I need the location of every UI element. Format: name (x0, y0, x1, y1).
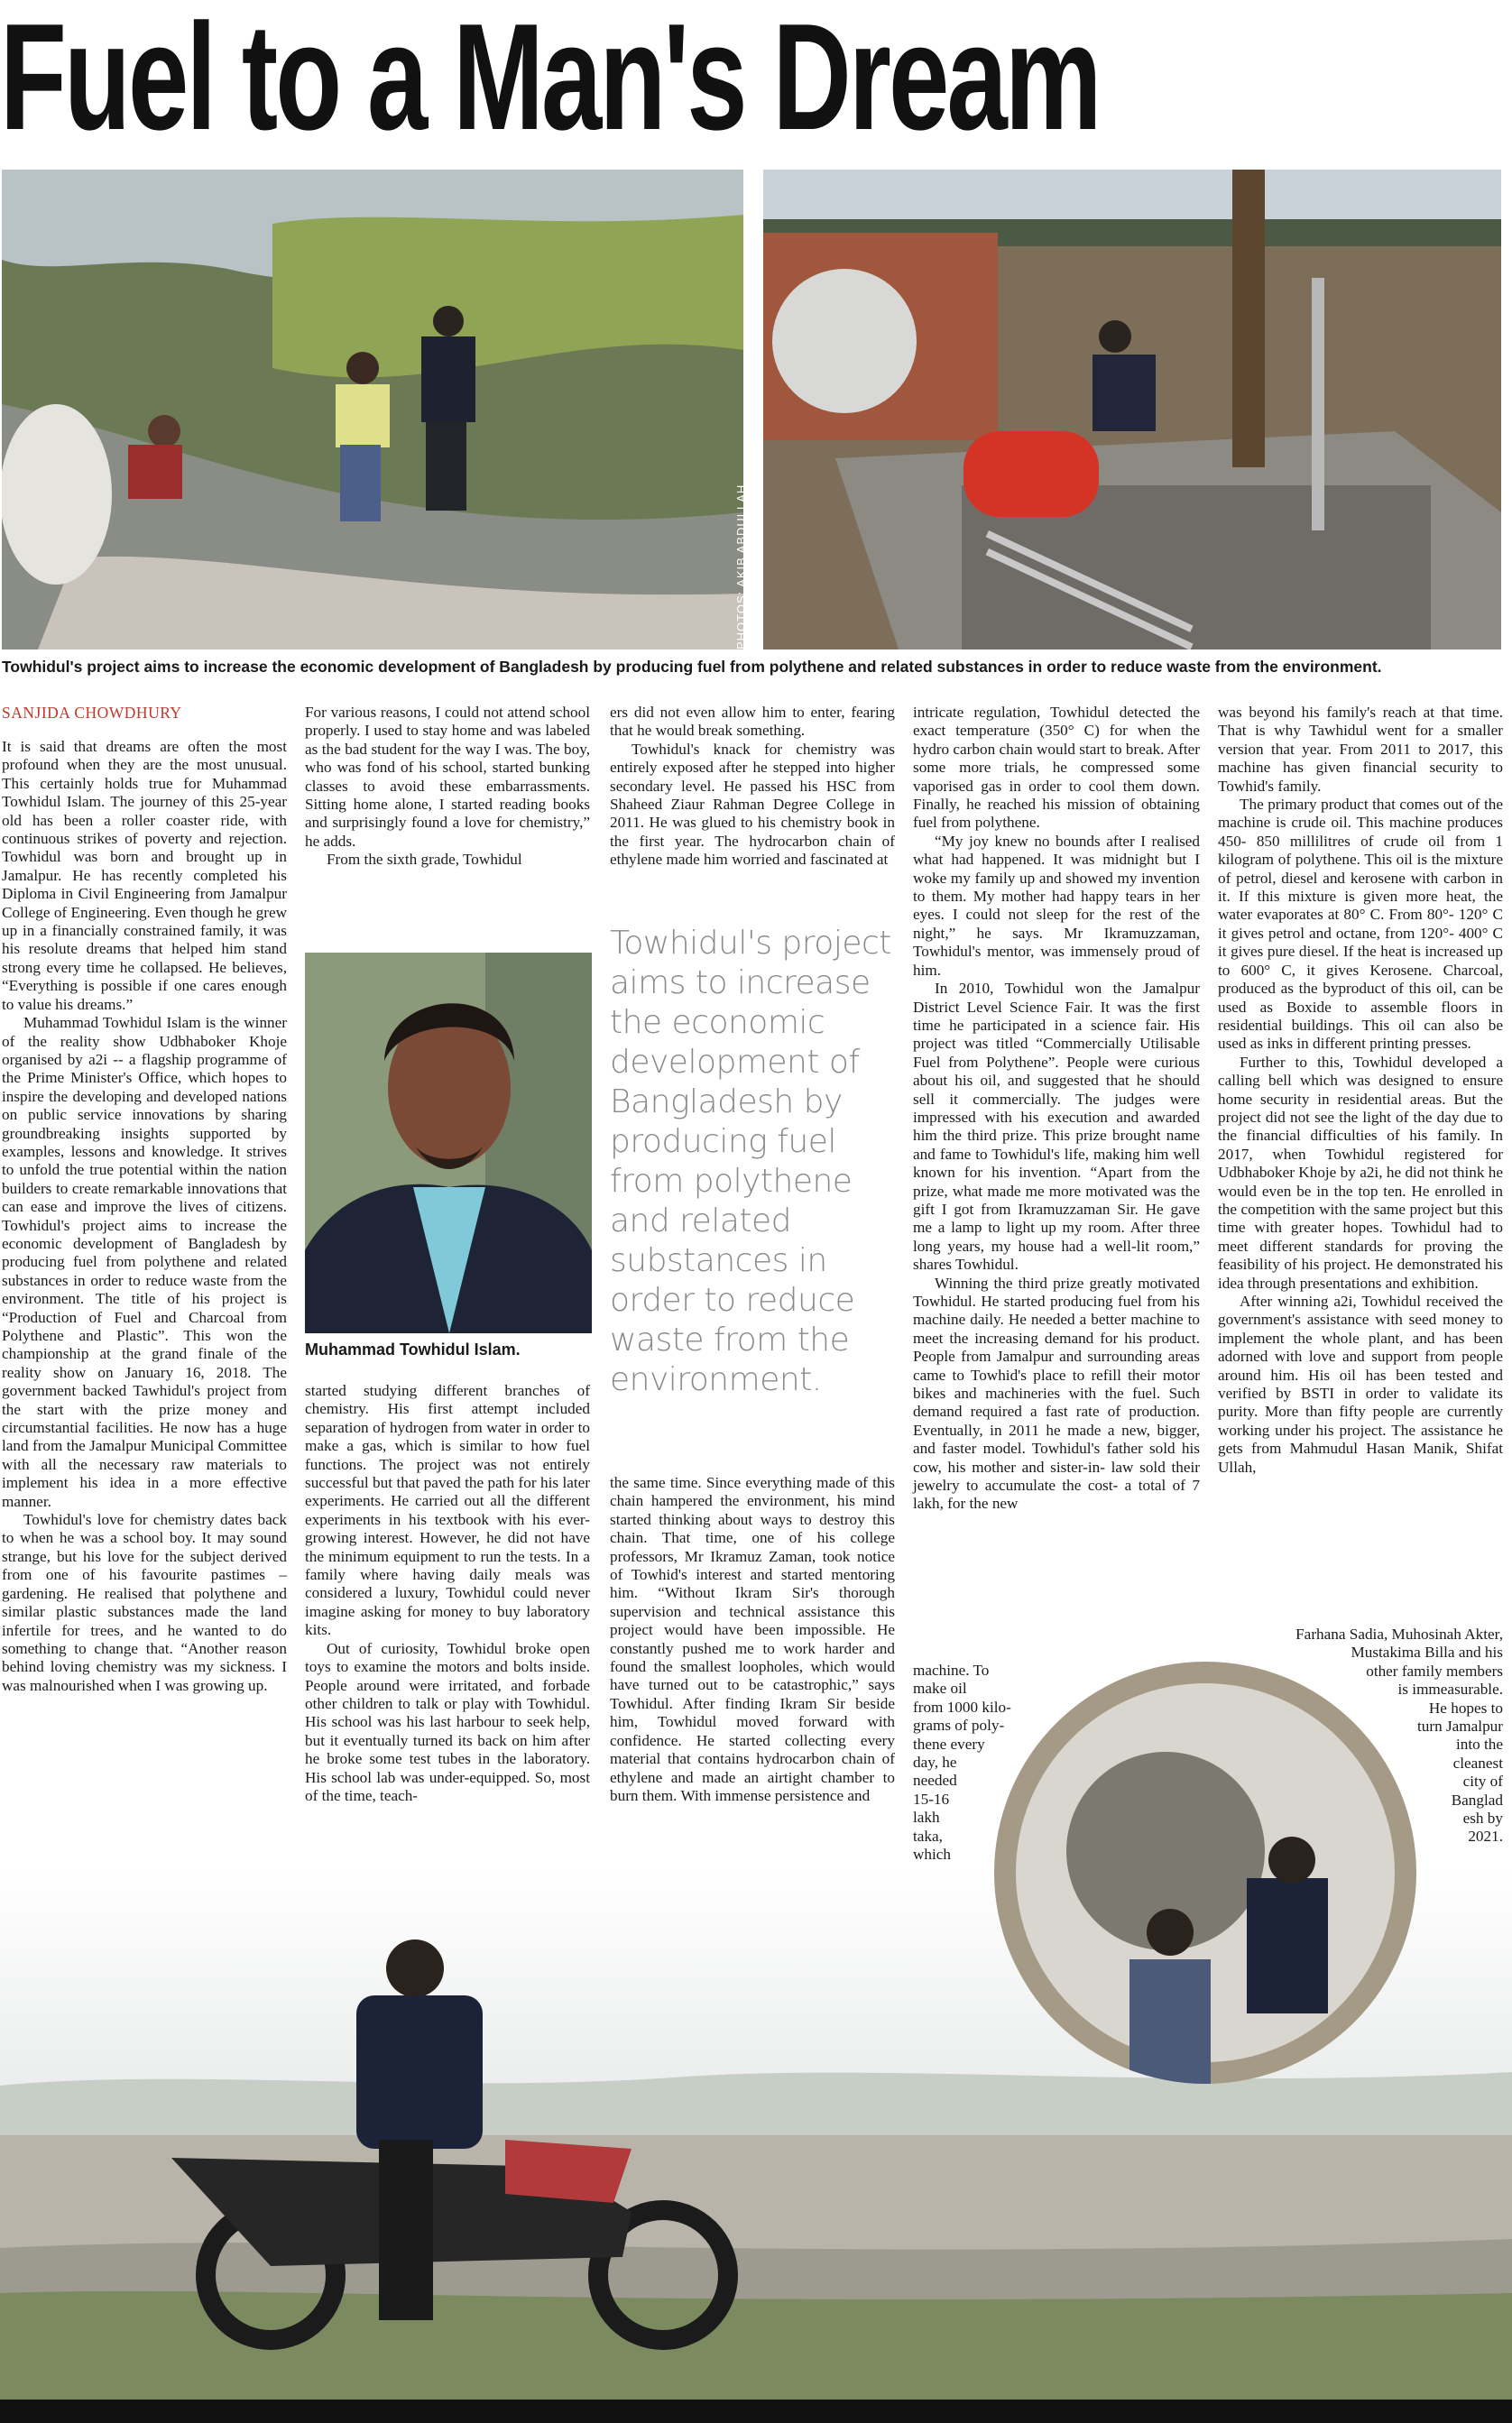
paragraph: ers did not even allow him to enter, fearing that he would break something. (610, 704, 895, 740)
text-line: He hopes to (1428, 1699, 1503, 1717)
text-line: Mustakima Billa and his (1351, 1644, 1503, 1662)
photo-machine (763, 170, 1501, 650)
article-column-2-top (305, 704, 590, 870)
paragraph: “My joy knew no bounds after I realised what had happened. It was midnight but I woke my family up and showed my invention to them. My mother had happy tears in her eyes. I could not sleep for the rest of the night,” he says. Mr Ikramuzzaman, Towhidul's mentor, was immensely proud of him. (913, 832, 1200, 979)
text-line: from 1000 kilo- (913, 1698, 1011, 1716)
article-column-5 (1218, 704, 1503, 1477)
text-line: taka, (913, 1827, 943, 1845)
pull-quote: Towhidul's project aims to increase the economic development of Bangladesh by producing fuel from polythene and related substances in order to reduce waste from the environment. (610, 925, 891, 1398)
photo-credit: PHOTOS: AKIB ABDULLAH (734, 484, 748, 650)
paragraph: was beyond his family's reach at that time. That is why Tawhidul went for a smaller version that year. From 2011 to 2017, this machine has given financial security to Towhid's family. (1218, 704, 1503, 795)
paragraph: Further to this, Towhidul developed a calling bell which was designed to ensure home security in residential areas. But the project did not see the light of the day due to the financial difficulties of his family. In 2017, when Towhidul registered for Udbhaboker Khoje by a2i, he did not think he would even be in the top ten. He enrolled in the competition with the same project but this time with greater hopes. Towhidul had to meet different standards for proving the feasibility of his project. He demonstrated his idea through presentations and exhibition. (1218, 1053, 1503, 1292)
paragraph: From the sixth grade, Towhidul (327, 851, 522, 869)
text-line: cleanest (1452, 1754, 1503, 1772)
paragraph: Towhidul's knack for chemistry was entirely exposed after he stepped into higher secondary level. He passed his HSC from Shaheed Ziaur Rahman Degree College in 2011. He was glued to his chemistry book in the first year. The hydrocarbon chain of ethylene made him worried and fascinated at (610, 740, 895, 869)
inset-photo (994, 1662, 1416, 2084)
text-line: needed (913, 1772, 957, 1790)
paragraph: the same time. Since everything made of this chain hampered the environment, his mind started thinking about ways to destroy this chain. That time, one of his college professors, Mr Ikramuz Zaman, took notice of Towhid's interest and started mentoring him. “Without Ikram Sir's thorough supervision and technical assistance this project would have been impossible. He constantly pushed me to work harder and found the smallest loopholes, which would have turned out to be catastrophic,” says Towhidul. After finding Ikram Sir beside him, Towhidul moved forward with confidence. He started collecting every material that contains hydrocarbon chain of ethylene and made an airtight chamber to burn them. With immense persistence and (610, 1474, 895, 1804)
article-column-4 (913, 704, 1200, 1514)
text-line: Farhana Sadia, Muhosinah Akter, (1295, 1626, 1503, 1643)
text-line: turn Jamalpur (1417, 1718, 1503, 1736)
text-line: lakh (913, 1809, 940, 1827)
article-column-1 (2, 738, 287, 1695)
text-line: is immeasurable. (1397, 1681, 1503, 1699)
paragraph: Muhammad Towhidul Islam is the winner of the reality show Udbhaboker Khoje organised by a2i -- a flagship programme of the Prime Minister's Office, which hopes to inspire the developing and developed nations on public service innovations by sharing groundbreaking insights supported by examples, lessons and knowledge. It strives to unfold the true potential within the nation builders to create remarkable innovations that can ease and improve the lives of citizens. Towhidul's project aims to increase the economic development of Bangladesh by producing fuel from polythene and related substances in order to reduce waste from the environment. The title of his project is “Production of Fuel and Charcoal from Polythene and Plastic”. This won the championship at the grand finale of the reality show on January 16, 2018. The government backed Tawhidul's project from the start with the prize money and circumstantial facilities. He now has a huge land from the Jamalpur Municipal Committee with all the necessary raw materials to implement his idea in a more effective manner. (2, 1014, 287, 1510)
text-line: which (913, 1846, 952, 1864)
paragraph: started studying different branches of chemistry. His first attempt included separation of hydrogen from water in order to make a gas, which is similar to how fuel functions. The project was not entirely successful but that paved the path for his later experiments. He carried out all the different experiments in his textbook with his ever-growing interest. However, he did not have the minimum equipment to run the tests. In a family where having daily meals was considered a luxury, Towhidul could never imagine asking for money to buy laboratory kits. (305, 1382, 590, 1639)
text-line: into the (1455, 1736, 1503, 1754)
text-line: machine. To make oil (913, 1662, 990, 1698)
article-column-3-top (610, 704, 895, 870)
text-line: day, he (913, 1754, 957, 1772)
paragraph: The primary product that comes out of the machine is crude oil. This machine produces 450- 850 millilitres of crude oil from 1 kilogram of polythene. This oil is the mixture of petrol, diesel and kerosene with carbon in it. If this mixture is given more heat, the water evaporates at 80° C. From 80°- 120° C it gives petrol and octane, from 120°- 400° C it gives pure diesel. If the heat is increased up to 600° C, it gives Kerosene. Charcoal, produced as the byproduct of this oil, can be used as Boxide to assemble floors in residential buildings. This oil can also be used as inks in different printing presses. (1218, 796, 1503, 1053)
page-footer-rule (0, 2400, 1512, 2423)
paragraph: Winning the third prize greatly motivated Towhidul. He started producing fuel from his machine daily. He needed a better machine to meet the increasing demand for his product. People from Jamalpur and surrounding areas came to Towhid's place to refill their motor bikes and machineries with the fuel. Such demand required a fast rate of production. Eventually, in 2011 he made a new, bigger, and faster model. Towhidul's father sold his cow, his mother and sister-in- law sold their jewelry to accumulate the cost- a total of 7 lakh, for the new (913, 1274, 1200, 1513)
text-line: grams of poly- (913, 1717, 1005, 1735)
text-line: 2021. (1468, 1828, 1503, 1846)
paragraph: After winning a2i, Towhidul received the government's assistance with seed money to implement the whole plant, and has been adorned with love and support from people around him. His oil has been tested and verified by BSTI in order to validate its purity. More than fifty people are currently working under his project. The assistance he gets from Mahmudul Hasan Manik, Shifat Ullah, (1218, 1293, 1503, 1476)
text-line: Banglad (1451, 1791, 1503, 1809)
portrait-caption: Muhammad Towhidul Islam. (305, 1340, 521, 1359)
paragraph: Out of curiosity, Towhidul broke open toys to examine the motors and bolts inside. People around were irritated, and forbade other children to talk or play with Towhidul. His school was his last harbour to seek help, but it eventually turned its back on him after he broke some test tubes in the laboratory. His school lab was under-equipped. So, most of the time, teach- (305, 1639, 590, 1804)
photo-waste-field (2, 170, 743, 650)
paragraph: For various reasons, I could not attend school properly. I used to stay home and was labeled as the bad student for the way I was. The boy, who was fond of his school, started bunking classes to avoid these embarrassments. Sitting home alone, I started reading books and surprisingly found a love for chemistry,” he adds. (305, 704, 590, 850)
article-column-2-bottom (305, 1382, 590, 1805)
paragraph: It is said that dreams are often the most profound when they are the most unusual. This certainly holds true for Muhammad Towhidul Islam. The journey of this 25-year old has been a roller coaster ride, with continuous strikes of poverty and rejection. Towhidul was born and brought up in Jamalpur. He has recently completed his Diploma in Civil Engineering from Jamalpur College of Engineering. Even though he grew up in a financially constrained family, it was his resolute dreams that helped him stand strong every time he collapsed. He believes, “Everything is possible if one cares enough to value his dreams.” (2, 738, 287, 1013)
paragraph: intricate regulation, Towhidul detected the exact temperature (350° C) for when the hydro carbon chain would start to break. After some more trials, he compressed some vaporised gas in order to cool them down. Finally, he reached his mission of obtaining fuel from polythene. (913, 704, 1200, 832)
text-line: city of (1462, 1773, 1503, 1791)
photo-caption: Towhidul's project aims to increase the economic development of Bangladesh by producing fuel from polythene and related substances in order to reduce waste from the environment. (2, 658, 1382, 676)
article-column-3-bottom (610, 1474, 895, 1805)
text-line: other family members (1366, 1662, 1503, 1680)
headline: Fuel to a Man's Dream (0, 0, 1100, 161)
paragraph: Towhidul's love for chemistry dates back to when he was a school boy. It may sound strange, but his love for the subject derived from one of his favourite pastimes – gardening. He realised that polythene and similar plastic substances made the land infertile for trees, and he wanted to do something to change that. “Another reason behind loving chemistry was my sickness. I was malnourished when I was growing up. (2, 1511, 287, 1694)
byline: SANJIDA CHOWDHURY (2, 704, 182, 722)
text-line: thene every (913, 1735, 985, 1753)
text-line: esh by (1462, 1810, 1503, 1828)
text-line: 15-16 (913, 1790, 950, 1808)
portrait-photo (305, 953, 592, 1333)
paragraph: In 2010, Towhidul won the Jamalpur District Level Science Fair. It was the first time he participated in a science fair. His project was titled “Commercially Utilisable Fuel from Polythene”. People were curious about his oil, and suggested that he should sell it commercially. The judges were impressed with his execution and awarded him the third prize. This prize brought name and fame to Towhidul's life, making him well known for his invention. “Apart from the prize, what made me more motivated was the gift I got from Ikramuzzaman Sir. He gave me a lamp to light up my room. After three long years, my house had a well-lit room,” shares Towhidul. (913, 980, 1200, 1274)
